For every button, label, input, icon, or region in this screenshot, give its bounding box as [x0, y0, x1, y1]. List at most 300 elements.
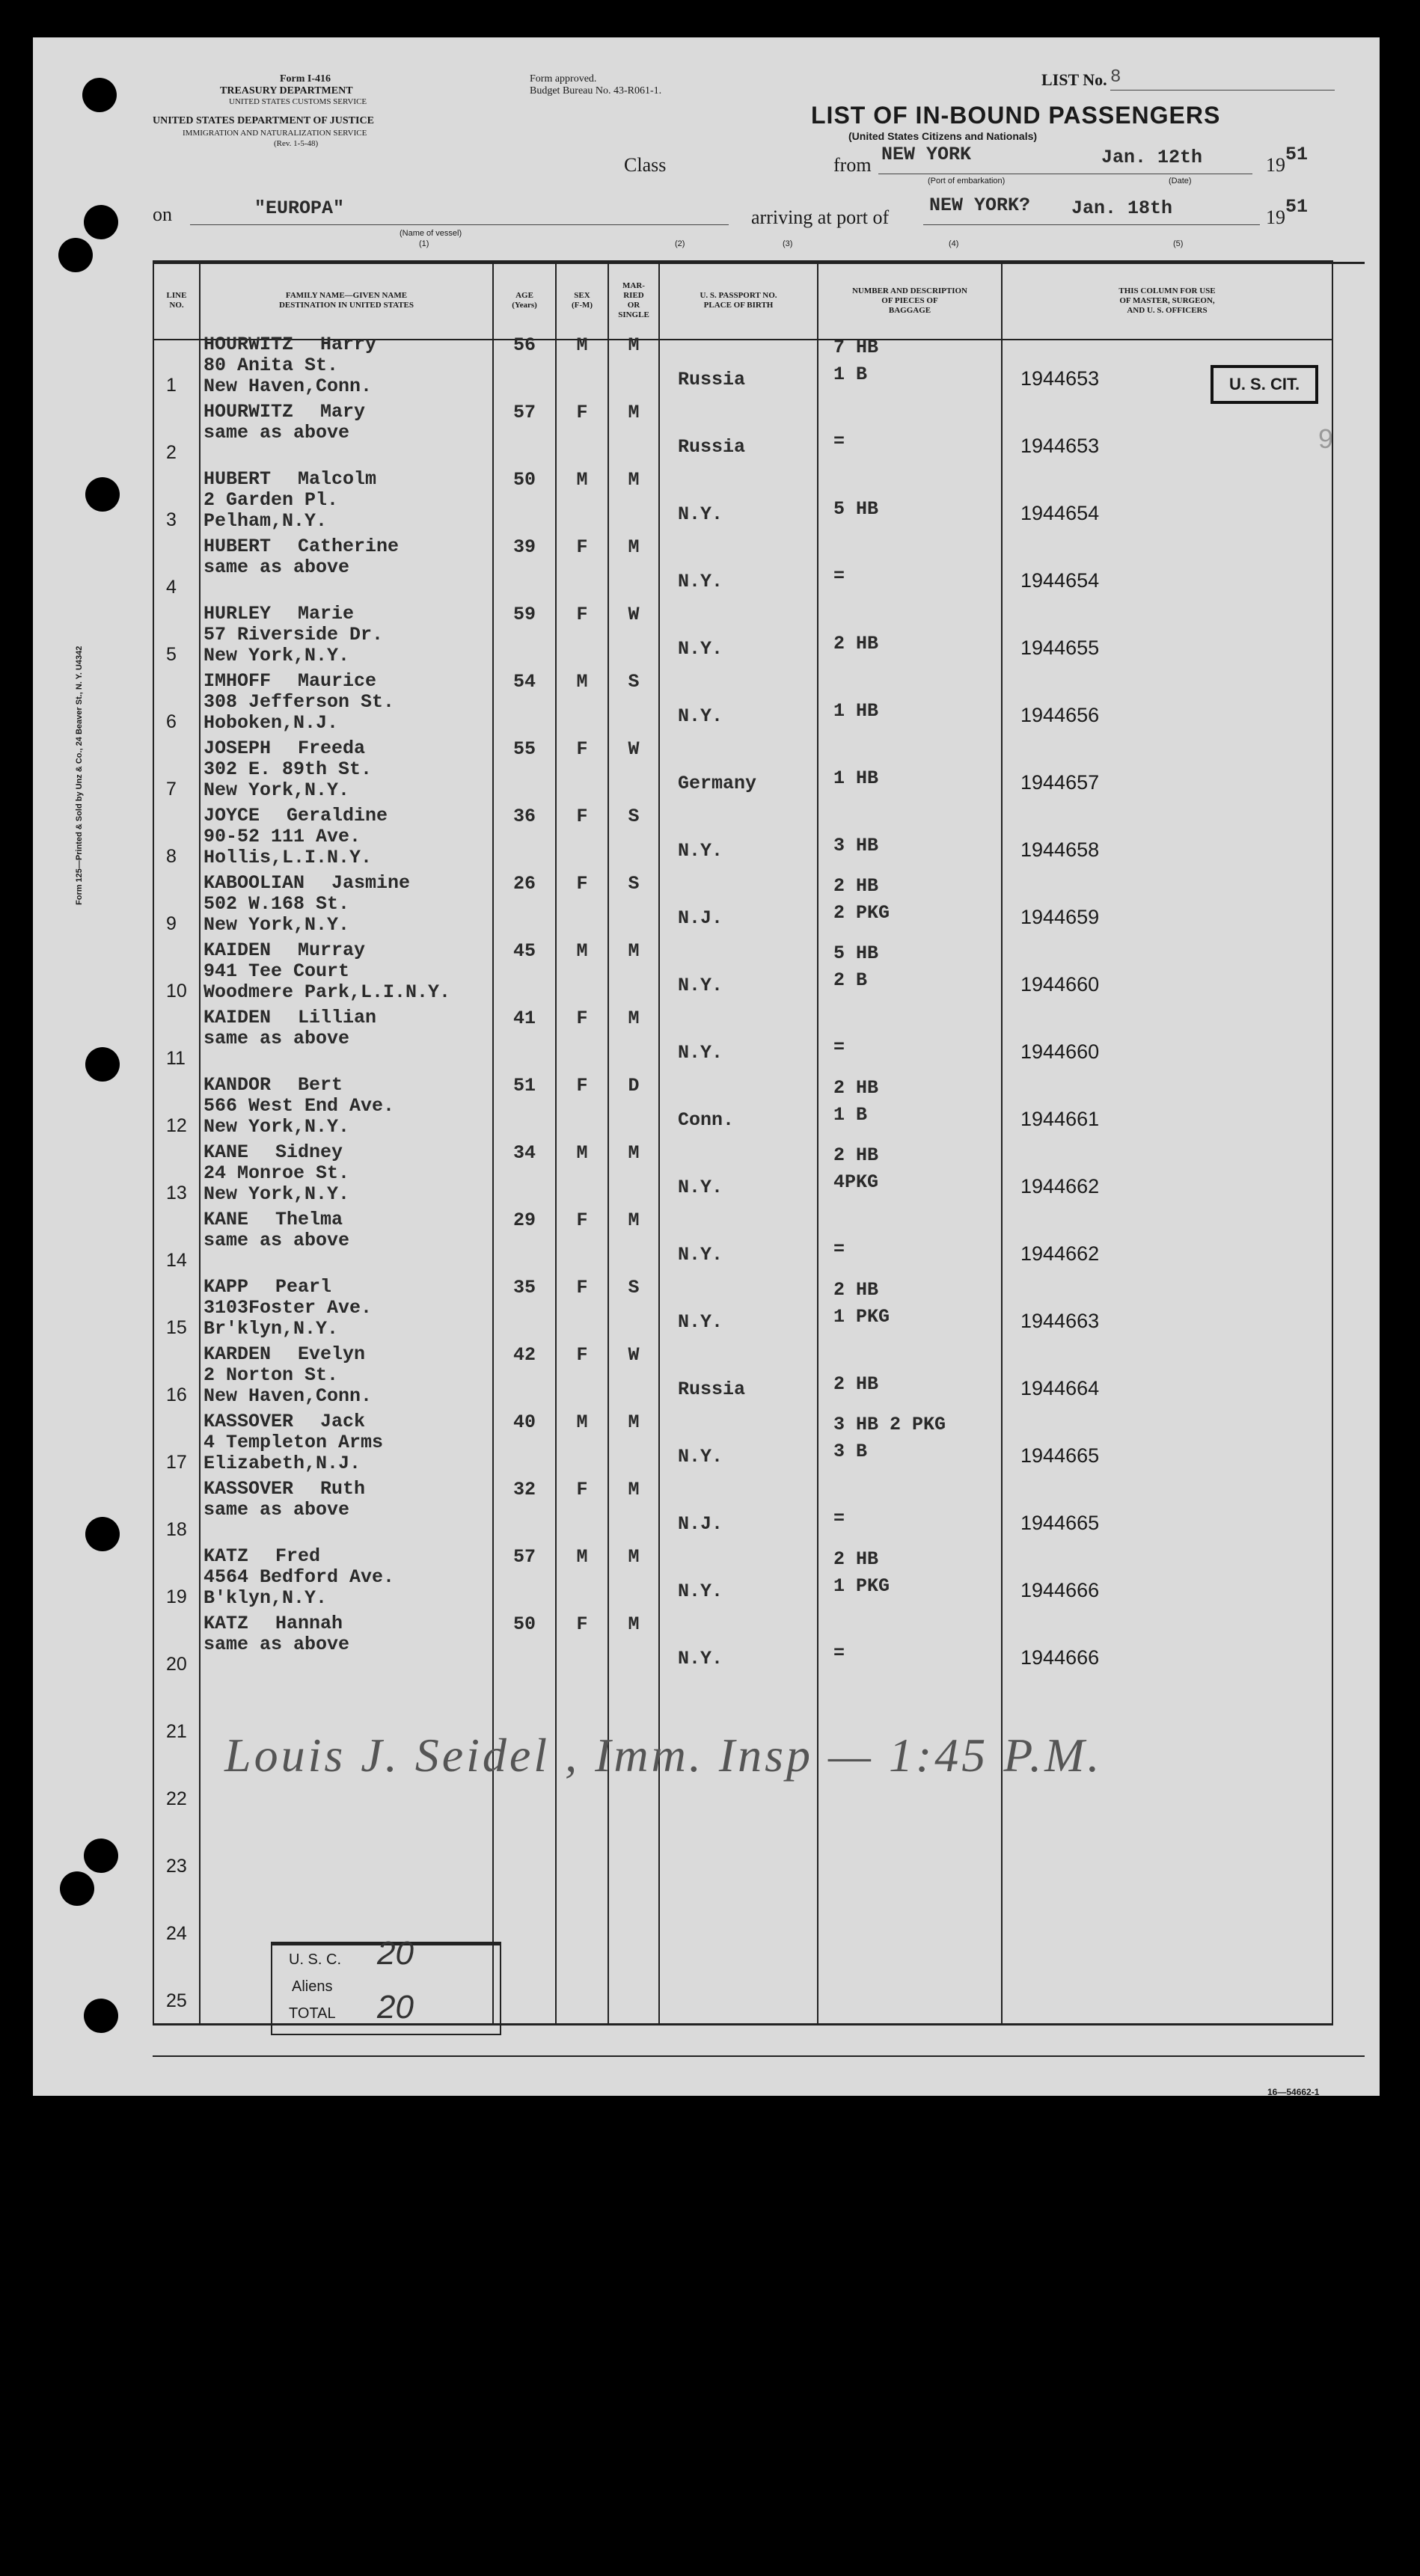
- table-row: [153, 879, 1332, 946]
- given-name: Hannah: [275, 1613, 343, 1634]
- baggage-cell: [818, 1821, 1002, 1889]
- destination-line-1: same as above: [203, 556, 350, 578]
- name-cell: [200, 334, 493, 408]
- family-name: IMHOFF: [203, 670, 272, 692]
- officer-cell: [1002, 1350, 1332, 1417]
- baggage-line-1: 2 HB: [833, 1077, 879, 1099]
- officer-cell: [1002, 1013, 1332, 1081]
- place-of-birth: N.Y.: [678, 840, 723, 862]
- family-name: KASSOVER: [203, 1411, 294, 1432]
- birth-cell: [659, 1013, 818, 1081]
- baggage-line-2: =: [833, 1643, 845, 1664]
- officer-cell: [1002, 475, 1332, 542]
- budget-bureau: Budget Bureau No. 43-R061-1.: [530, 85, 662, 96]
- marital-status: M: [628, 1546, 640, 1568]
- line-cell: [153, 1687, 200, 1754]
- table-row: [153, 340, 1332, 408]
- table-row: [153, 677, 1332, 744]
- marital-status: S: [628, 873, 640, 895]
- officer-number: 1944660: [1020, 973, 1100, 996]
- given-name: Mary: [320, 401, 366, 423]
- birth-cell: [659, 744, 818, 812]
- usc-label: U. S. C.: [289, 1951, 342, 1968]
- line-number: 5: [166, 644, 177, 665]
- table-row: [153, 946, 1332, 1013]
- baggage-line-2: =: [833, 1239, 845, 1260]
- baggage-line-2: 1 HB: [833, 767, 879, 789]
- sex-cell: [556, 536, 608, 610]
- family-name: KAIDEN: [203, 939, 272, 961]
- baggage-cell: [818, 1215, 1002, 1283]
- baggage-line-1: 3 HB 2 PKG: [833, 1414, 946, 1435]
- baggage-cell: [818, 1889, 1002, 1956]
- arrival-date: Jan. 18th: [1071, 197, 1173, 219]
- line-number: 11: [166, 1048, 186, 1069]
- married-cell: [608, 536, 659, 610]
- marital-status: M: [628, 1479, 640, 1500]
- line-number: 3: [166, 509, 177, 530]
- destination-line-1: 302 E. 89th St.: [203, 758, 373, 780]
- married-cell: [608, 1075, 659, 1148]
- age: 39: [512, 536, 536, 558]
- baggage-cell: [818, 1350, 1002, 1417]
- age-cell: [493, 1142, 556, 1215]
- list-number: 8: [1110, 67, 1121, 88]
- family-name: KARDEN: [203, 1343, 272, 1365]
- sex: F: [576, 1008, 588, 1029]
- family-name: HUBERT: [203, 468, 272, 490]
- line-number: 10: [166, 981, 187, 1002]
- baggage-cell: [818, 942, 1002, 1013]
- sex-cell: [556, 1411, 608, 1485]
- marital-status: M: [628, 940, 640, 962]
- destination-line-1: 308 Jefferson St.: [203, 691, 395, 713]
- family-name: KABOOLIAN: [203, 872, 305, 894]
- name-cell: [200, 805, 493, 879]
- line-cell: [153, 1013, 200, 1081]
- family-name: KATZ: [203, 1613, 249, 1634]
- line-cell: [153, 1081, 200, 1148]
- officer-number: 1944653: [1020, 435, 1100, 457]
- birth-cell: [659, 879, 818, 946]
- married-cell: [608, 1209, 659, 1283]
- header-age: AGE (Years): [493, 262, 556, 340]
- form-footer-code: 16—54662-1: [1267, 2087, 1320, 2097]
- destination-line-1: 80 Anita St.: [203, 355, 339, 376]
- marital-status: W: [628, 738, 640, 760]
- line-number: 8: [166, 846, 177, 867]
- binder-hole: [84, 1999, 118, 2033]
- place-of-birth: N.J.: [678, 1513, 723, 1535]
- printer-imprint: Form 125—Printed & Sold by Unz & Co., 24 Beaver St., N. Y. U4342: [75, 645, 84, 905]
- sex-cell: [556, 1008, 608, 1081]
- vessel-caption: (Name of vessel): [400, 229, 462, 238]
- birth-cell: [659, 340, 818, 408]
- sex-cell: [556, 402, 608, 475]
- table-row: [153, 1148, 1332, 1215]
- table-row: [153, 408, 1332, 475]
- baggage-line-2: 3 B: [833, 1441, 868, 1462]
- binder-hole: [84, 205, 118, 239]
- table-row: [153, 1283, 1332, 1350]
- baggage-cell: [818, 1077, 1002, 1148]
- baggage-cell: [818, 812, 1002, 879]
- sex-cell: [556, 1613, 608, 1687]
- table-row: [153, 475, 1332, 542]
- given-name: Catherine: [298, 536, 400, 557]
- birth-cell: [659, 1417, 818, 1485]
- baggage-line-1: 2 HB: [833, 1548, 879, 1570]
- married-cell: [608, 940, 659, 1013]
- family-name: HOURWITZ: [203, 401, 294, 423]
- age-cell: [493, 738, 556, 812]
- place-of-birth: N.Y.: [678, 1042, 723, 1064]
- header-name: FAMILY NAME—GIVEN NAME DESTINATION IN UNITED STATES: [200, 262, 493, 340]
- destination-line-2: Elizabeth,N.J.: [203, 1453, 361, 1474]
- name-cell: [200, 670, 493, 744]
- form-approved: Form approved.: [530, 73, 597, 85]
- officer-cell: [1002, 1956, 1332, 2025]
- table-row: [153, 1821, 1332, 1889]
- officer-cell: [1002, 946, 1332, 1013]
- table-row: [153, 744, 1332, 812]
- given-name: Geraldine: [287, 805, 388, 827]
- line-cell: [153, 1215, 200, 1283]
- baggage-cell: [818, 875, 1002, 946]
- destination-line-1: 2 Norton St.: [203, 1364, 339, 1386]
- age: 56: [512, 334, 536, 356]
- name-cell: [200, 939, 493, 1013]
- age: 57: [512, 402, 536, 423]
- age-cell: [493, 1008, 556, 1081]
- line-cell: [153, 1552, 200, 1619]
- line-number: 1: [166, 375, 177, 396]
- baggage-line-2: 3 HB: [833, 835, 879, 856]
- age: 54: [512, 671, 536, 693]
- age: 29: [512, 1209, 536, 1231]
- place-of-birth: N.Y.: [678, 1177, 723, 1198]
- aliens-label: Aliens: [292, 1978, 333, 1995]
- age: 59: [512, 604, 536, 625]
- col-num-1: (1): [419, 239, 429, 248]
- line-cell: [153, 744, 200, 812]
- officer-cell: [1002, 1283, 1332, 1350]
- family-name: HURLEY: [203, 603, 272, 625]
- marital-status: D: [628, 1075, 640, 1097]
- age-cell: [493, 1209, 556, 1283]
- married-cell: [608, 1546, 659, 1619]
- year-value: 51: [1285, 144, 1309, 165]
- given-name: Ruth: [320, 1478, 366, 1500]
- officer-number: 1944660: [1020, 1040, 1100, 1063]
- sex-cell: [556, 1344, 608, 1417]
- given-name: Lillian: [298, 1007, 377, 1028]
- baggage-line-2: 1 PKG: [833, 1575, 890, 1597]
- vessel-underline: [190, 224, 729, 225]
- name-cell: [200, 1545, 493, 1619]
- sex-cell: [556, 1956, 608, 2025]
- line-cell: [153, 408, 200, 475]
- sex: F: [576, 402, 588, 423]
- age: 35: [512, 1277, 536, 1298]
- married-cell: [608, 1008, 659, 1081]
- baggage-cell: [818, 1619, 1002, 1687]
- married-cell: [608, 806, 659, 879]
- age-cell: [493, 1411, 556, 1485]
- destination-line-1: same as above: [203, 1230, 350, 1251]
- age: 55: [512, 738, 536, 760]
- birth-cell: [659, 1148, 818, 1215]
- line-number: 12: [166, 1115, 187, 1136]
- sex: M: [576, 1411, 588, 1433]
- officer-cell: [1002, 1552, 1332, 1619]
- marital-status: M: [628, 1142, 640, 1164]
- line-number: 17: [166, 1452, 187, 1473]
- officer-cell: [1002, 1821, 1332, 1889]
- age-cell: [493, 604, 556, 677]
- birth-cell: [659, 1283, 818, 1350]
- place-of-birth: N.Y.: [678, 571, 723, 592]
- sex: F: [576, 1479, 588, 1500]
- destination-line-2: New Haven,Conn.: [203, 1385, 373, 1407]
- destination-line-1: same as above: [203, 422, 350, 444]
- destination-line-1: 4 Templeton Arms: [203, 1432, 384, 1453]
- baggage-line-2: 1 HB: [833, 700, 879, 722]
- place-of-birth: N.Y.: [678, 1244, 723, 1266]
- place-of-birth: N.Y.: [678, 1311, 723, 1333]
- family-name: KAPP: [203, 1276, 249, 1298]
- header-officers: THIS COLUMN FOR USE OF MASTER, SURGEON, AND U. S. OFFICERS: [1002, 262, 1332, 340]
- line-number: 18: [166, 1519, 187, 1540]
- table-row: [153, 542, 1332, 610]
- birth-cell: [659, 1821, 818, 1889]
- birth-cell: [659, 1485, 818, 1552]
- officer-number: 1944662: [1020, 1175, 1100, 1197]
- destination-line-1: 24 Monroe St.: [203, 1162, 350, 1184]
- officer-cell: [1002, 744, 1332, 812]
- officer-number: 1944656: [1020, 704, 1100, 726]
- baggage-cell: [818, 1414, 1002, 1485]
- married-cell: [608, 1142, 659, 1215]
- list-title: LIST OF IN-BOUND PASSENGERS: [811, 102, 1221, 129]
- line-cell: [153, 1754, 200, 1821]
- age: 57: [512, 1546, 536, 1568]
- baggage-cell: [818, 542, 1002, 610]
- line-number: 2: [166, 442, 177, 463]
- family-name: KANDOR: [203, 1074, 272, 1096]
- sex: M: [576, 671, 588, 693]
- given-name: Fred: [275, 1545, 321, 1567]
- birth-cell: [659, 1619, 818, 1687]
- age-cell: [493, 1546, 556, 1619]
- baggage-line-2: 4PKG: [833, 1171, 879, 1193]
- officer-cell: [1002, 542, 1332, 610]
- marital-status: S: [628, 671, 640, 693]
- table-row: [153, 812, 1332, 879]
- line-cell: [153, 1283, 200, 1350]
- married-cell: [608, 1821, 659, 1889]
- birth-cell: [659, 677, 818, 744]
- destination-line-2: New York,N.Y.: [203, 1116, 350, 1138]
- given-name: Harry: [320, 334, 377, 355]
- married-cell: [608, 1956, 659, 2025]
- family-name: HUBERT: [203, 536, 272, 557]
- baggage-line-2: =: [833, 1508, 845, 1530]
- family-name: KANE: [203, 1209, 249, 1230]
- married-cell: [608, 1277, 659, 1350]
- header-sex: SEX (F-M): [556, 262, 608, 340]
- sex: F: [576, 806, 588, 827]
- officer-number: 1944655: [1020, 637, 1100, 659]
- line-number: 23: [166, 1856, 187, 1877]
- line-cell: [153, 1350, 200, 1417]
- customs-service: UNITED STATES CUSTOMS SERVICE: [229, 97, 367, 106]
- sex-cell: [556, 1479, 608, 1552]
- total-label: TOTAL: [289, 2005, 336, 2022]
- officer-cell: [1002, 677, 1332, 744]
- line-number: 20: [166, 1654, 187, 1675]
- family-name: JOSEPH: [203, 737, 272, 759]
- baggage-cell: [818, 1144, 1002, 1215]
- baggage-cell: [818, 1485, 1002, 1552]
- place-of-birth: Russia: [678, 369, 746, 390]
- sex: F: [576, 1209, 588, 1231]
- given-name: Evelyn: [298, 1343, 366, 1365]
- marital-status: M: [628, 1008, 640, 1029]
- officer-number: 1944664: [1020, 1377, 1100, 1399]
- officer-cell: [1002, 1081, 1332, 1148]
- sex: F: [576, 1613, 588, 1635]
- age-cell: [493, 1344, 556, 1417]
- line-cell: [153, 677, 200, 744]
- age: 36: [512, 806, 536, 827]
- year-prefix: 19: [1266, 154, 1285, 176]
- age: 45: [512, 940, 536, 962]
- place-of-birth: Russia: [678, 1379, 746, 1400]
- name-cell: [200, 1411, 493, 1485]
- married-cell: [608, 1889, 659, 1956]
- age: 34: [512, 1142, 536, 1164]
- age-cell: [493, 806, 556, 879]
- marital-status: M: [628, 1411, 640, 1433]
- baggage-cell: [818, 1548, 1002, 1619]
- officer-number: 1944666: [1020, 1646, 1100, 1669]
- date-caption: (Date): [1169, 177, 1192, 185]
- destination-line-1: same as above: [203, 1028, 350, 1049]
- birth-cell: [659, 475, 818, 542]
- place-of-birth: N.Y.: [678, 638, 723, 660]
- age-cell: [493, 873, 556, 946]
- given-name: Maurice: [298, 670, 377, 692]
- header-passport: U. S. PASSPORT NO. PLACE OF BIRTH: [659, 262, 818, 340]
- officer-number: 1944653: [1020, 367, 1100, 390]
- family-name: KATZ: [203, 1545, 249, 1567]
- arrival-port: NEW YORK?: [929, 194, 1031, 216]
- family-name: JOYCE: [203, 805, 260, 827]
- marital-status: M: [628, 1613, 640, 1635]
- name-cell: [200, 536, 493, 610]
- col-num-5: (5): [1173, 239, 1184, 248]
- line-number: 21: [166, 1721, 187, 1742]
- baggage-cell: [818, 1279, 1002, 1350]
- given-name: Freeda: [298, 737, 366, 759]
- officer-number: 1944663: [1020, 1310, 1100, 1332]
- sex-cell: [556, 334, 608, 408]
- birth-cell: [659, 1350, 818, 1417]
- line-cell: [153, 340, 200, 408]
- marital-status: S: [628, 806, 640, 827]
- married-cell: [608, 469, 659, 542]
- sex: F: [576, 536, 588, 558]
- place-of-birth: N.Y.: [678, 1446, 723, 1468]
- list-subtitle: (United States Citizens and Nationals): [848, 130, 1038, 142]
- us-citizen-stamp: U. S. CIT.: [1211, 365, 1318, 404]
- baggage-line-2: =: [833, 1037, 845, 1058]
- age-cell: [493, 1889, 556, 1956]
- baggage-line-2: 1 PKG: [833, 1306, 890, 1328]
- name-cell: [200, 1141, 493, 1215]
- destination-line-2: New York,N.Y.: [203, 779, 350, 801]
- given-name: Jack: [320, 1411, 366, 1432]
- ins-service: IMMIGRATION AND NATURALIZATION SERVICE: [183, 129, 367, 138]
- married-cell: [608, 1479, 659, 1552]
- name-cell: [200, 1209, 493, 1283]
- officer-cell: [1002, 1148, 1332, 1215]
- line-number: 22: [166, 1788, 187, 1809]
- sex: F: [576, 1344, 588, 1366]
- age: 50: [512, 469, 536, 491]
- name-cell: [200, 1821, 493, 1889]
- birth-cell: [659, 1552, 818, 1619]
- table-row: [153, 1215, 1332, 1283]
- baggage-cell: [818, 408, 1002, 475]
- officer-number: 1944666: [1020, 1579, 1100, 1601]
- destination-line-1: same as above: [203, 1499, 350, 1521]
- officer-number: 1944659: [1020, 906, 1100, 928]
- line-number: 6: [166, 711, 177, 732]
- officer-number: 1944658: [1020, 838, 1100, 861]
- officer-cell: [1002, 879, 1332, 946]
- destination-line-2: Pelham,N.Y.: [203, 510, 328, 532]
- name-cell: [200, 1276, 493, 1350]
- col-num-2: (2): [675, 239, 685, 248]
- destination-line-1: 941 Tee Court: [203, 960, 350, 982]
- inspector-signature: Louis J. Seidel , Imm. Insp — 1:45 P.M.: [224, 1729, 1103, 1782]
- birth-cell: [659, 1215, 818, 1283]
- line-cell: [153, 946, 200, 1013]
- baggage-line-2: 1 B: [833, 1104, 868, 1126]
- age: 41: [512, 1008, 536, 1029]
- destination-line-2: Br'klyn,N.Y.: [203, 1318, 339, 1340]
- officer-cell: [1002, 610, 1332, 677]
- binder-hole: [58, 238, 93, 272]
- class-label: Class: [624, 154, 667, 176]
- sailing-date: Jan. 12th: [1101, 147, 1203, 168]
- married-cell: [608, 1344, 659, 1417]
- sex: F: [576, 1075, 588, 1097]
- marital-status: M: [628, 1209, 640, 1231]
- destination-line-1: 2 Garden Pl.: [203, 489, 339, 511]
- baggage-line-1: 2 HB: [833, 875, 879, 897]
- name-cell: [200, 1343, 493, 1417]
- name-cell: [200, 1478, 493, 1552]
- line-cell: [153, 542, 200, 610]
- line-cell: [153, 1821, 200, 1889]
- age-cell: [493, 1821, 556, 1889]
- binder-hole: [82, 78, 117, 112]
- baggage-line-1: 2 HB: [833, 1144, 879, 1166]
- officer-cell: [1002, 1619, 1332, 1687]
